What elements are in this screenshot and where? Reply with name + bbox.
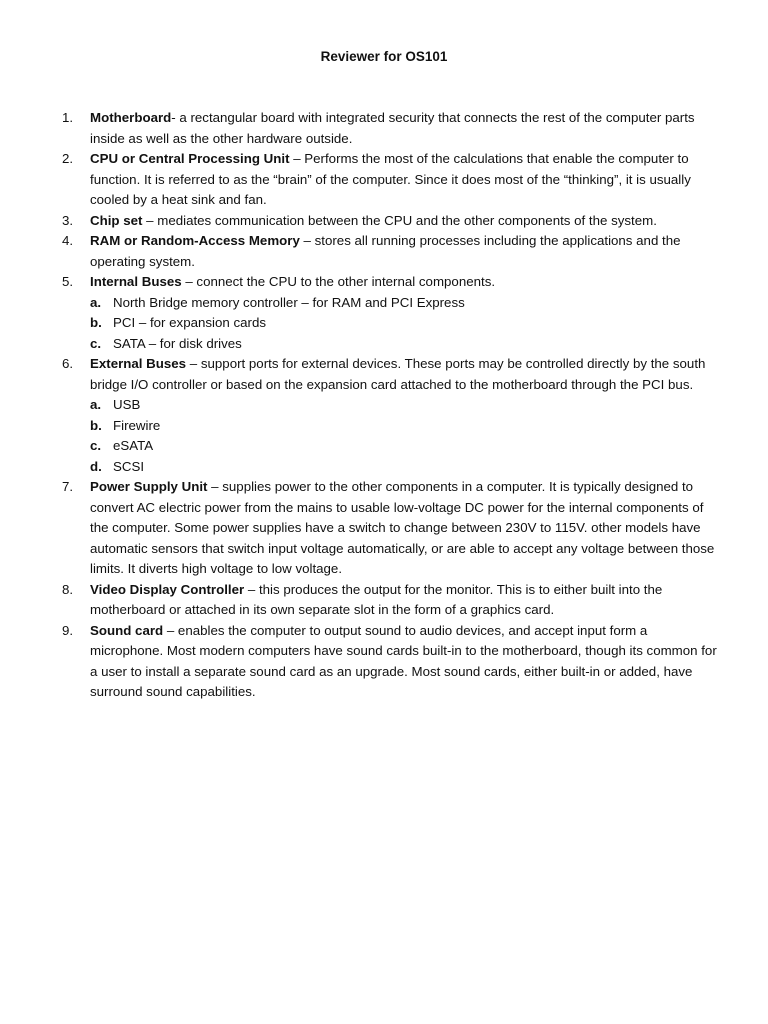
sublist-text: USB <box>113 397 141 412</box>
item-description: – mediates communication between the CPU and the other components of the system. <box>142 212 657 228</box>
document-title: Reviewer for OS101 <box>320 49 448 64</box>
item-description: – supplies power to the other components in a computer. It is typically designed to convert AC electric power from the mains to usable low-voltage DC power for the internal components of the computer. Some power supplies have a switch to change between 230V to 115V. other models have automatic sensors that switch input voltage automatically, or are able to accept any voltage between those limits. It diverts high voltage to low voltage. <box>90 479 715 576</box>
item-term: Chip set <box>90 212 143 228</box>
reviewer-list <box>62 108 722 703</box>
item-description: – connect the CPU to the other internal components. <box>181 274 496 289</box>
sublist-item <box>90 313 722 334</box>
sublist-label: c. <box>90 438 102 453</box>
sublist-label: d. <box>90 458 102 474</box>
item-number: 8. <box>62 581 74 597</box>
list-item-internal-buses <box>62 272 722 354</box>
sublist-item <box>90 416 722 437</box>
list-item-external-buses <box>62 354 722 477</box>
item-description: – this produces the output for the monitor. This is to either built into the motherboard or attached in its own separate slot in the form of a graphics card. <box>90 581 663 617</box>
sublist-item <box>90 334 722 355</box>
sublist-label: c. <box>90 335 102 351</box>
item-term: Internal Buses <box>90 274 182 289</box>
item-term: Video Display Controller <box>90 581 245 597</box>
item-body <box>90 108 722 149</box>
item-term: Sound card <box>90 622 164 638</box>
sublist-text: eSATA <box>113 438 154 453</box>
sublist-text: North Bridge memory controller – for RAM and PCI Express <box>113 294 465 310</box>
item-number: 1. <box>62 110 74 125</box>
item-number: 2. <box>62 151 74 166</box>
item-description: – stores all running processes including the applications and the operating system. <box>90 233 681 269</box>
list-item-motherboard <box>62 108 722 149</box>
sublist-item <box>90 457 722 478</box>
item-body <box>90 477 722 580</box>
list-item-sound-card <box>62 621 722 703</box>
sublist-label: a. <box>90 294 102 310</box>
item-number: 5. <box>62 274 74 289</box>
item-number: 9. <box>62 622 74 638</box>
list-item-power-supply <box>62 477 722 580</box>
item-body <box>90 580 722 621</box>
item-body <box>90 211 722 232</box>
item-body <box>90 272 722 354</box>
list-item-ram <box>62 231 722 272</box>
list-item-cpu <box>62 149 722 211</box>
sublist-label: b. <box>90 417 102 433</box>
external-buses-sublist <box>90 395 722 477</box>
sublist-label: b. <box>90 315 102 330</box>
item-body <box>90 149 722 211</box>
internal-buses-sublist <box>90 293 722 355</box>
item-term: Power Supply Unit <box>90 479 208 494</box>
item-number: 3. <box>62 212 74 228</box>
list-item-chip-set <box>62 211 722 232</box>
item-term: RAM or Random-Access Memory <box>90 233 300 248</box>
item-term: CPU or Central Processing Unit <box>90 151 290 166</box>
sublist-item <box>90 436 722 457</box>
sublist-item <box>90 395 722 416</box>
item-term: Motherboard <box>90 110 172 125</box>
sublist-item <box>90 293 722 314</box>
item-number: 6. <box>62 356 74 371</box>
sublist-text: PCI – for expansion cards <box>113 315 266 330</box>
item-body <box>90 621 722 703</box>
item-body <box>90 231 722 272</box>
item-body <box>90 354 722 477</box>
item-number: 4. <box>62 233 74 248</box>
list-item-video-display-controller <box>62 580 722 621</box>
item-term: External Buses <box>90 356 187 371</box>
item-description: - a rectangular board with integrated security that connects the rest of the computer parts inside as well as the other hardware outside. <box>90 110 695 146</box>
sublist-text: SCSI <box>113 458 145 474</box>
item-number: 7. <box>62 479 74 494</box>
item-description: – support ports for external devices. These ports may be controlled directly by the south bridge I/O controller or based on the expansion card attached to the motherboard through the PCI bus. <box>90 356 706 392</box>
item-description: – enables the computer to output sound to audio devices, and accept input form a microphone. Most modern computers have sound cards built-in to the motherboard, though its common for a user to install a separate sound card as an upgrade. Most sound cards, either built-in or added, have surround sound capabilities. <box>90 622 717 699</box>
sublist-label: a. <box>90 397 102 412</box>
sublist-text: Firewire <box>113 417 161 433</box>
sublist-text: SATA – for disk drives <box>113 335 242 351</box>
item-description: – Performs the most of the calculations that enable the computer to function. It is referred to as the “brain” of the computer. Since it does most of the “thinking”, it is usually cooled by a heat sink and fan. <box>90 151 691 207</box>
